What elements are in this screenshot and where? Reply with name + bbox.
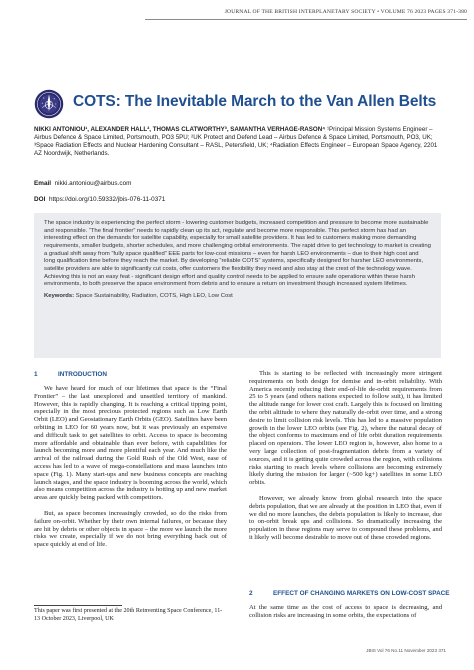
keywords-text: Space Sustainability, Radiation, COTS, High LEO, Low Cost xyxy=(75,292,233,299)
email-label: Email xyxy=(34,180,52,187)
journal-header: JOURNAL OF THE BRITISH INTERPLANETARY SOCIETY • VOLUME 76 2023 PAGES 371-380 xyxy=(224,9,467,15)
email-line xyxy=(34,180,131,187)
section-1-heading xyxy=(34,371,107,378)
section-2-heading xyxy=(249,590,450,597)
section-1-title: INTRODUCTION xyxy=(58,371,107,378)
keywords-label: Keywords: xyxy=(44,292,75,299)
doi-line xyxy=(34,196,165,203)
conference-footnote: This paper was first presented at the 20th Reinventing Space Conference, 11-13 October 2023, Liverpool, UK xyxy=(34,608,223,622)
intro-paragraph-1: We have heard for much of our lifetimes that space is the “Final Frontier” – the last unexplored and unsettled territory of mankind. However, this is rapidly changing. It is reaching a critical tipping point, especially in the most precious protected regions such as Low Earth Orbit (LEO) and Geostationary Earth Orbits (GEO). Satellites have been orbiting in LEO for 60 years now, but it was previously an expensive and difficult task to get satellites to orbit. Access to space is becoming more affordable and obtainable than ever before, with capabilities for launch becoming more and more plentiful each year. And much like the arrival of the railroad during the Gold Rush of the Old West, ease of access has led to a wave of mega-constellations and mass launches into space (Fig. 1). Many start-ups and new business concepts are reaching launch stages, and the space industry is booming across the world, which also means competition across the industry is hotting up and new market areas are quickly being packed with competitors. xyxy=(34,385,227,502)
left-column xyxy=(34,385,227,549)
paper-title: COTS: The Inevitable March to the Van Allen Belts xyxy=(73,93,437,110)
page-footer: JBIS Vol 76 No.11 November 2023 371 xyxy=(366,648,446,653)
bis-emblem-icon xyxy=(34,89,64,119)
doi-link[interactable]: https://doi.org/10.59332/jbis-076-11-0371 xyxy=(48,196,166,203)
keywords-line xyxy=(44,293,431,301)
abstract-box xyxy=(34,213,441,358)
intro-paragraph-2: But, as space becomes increasingly crowded, so do the risks from failure on-orbit. Whether by their own internal failures, or because they are hit by debris or other objects in space – the more we launch the more risks we create, especially if we do not bring everything back out of space quickly at end of life. xyxy=(34,509,227,549)
email-address[interactable]: nikki.antoniou@airbus.com xyxy=(54,180,132,187)
section-1-number: 1 xyxy=(34,371,38,378)
section-2-title: EFFECT OF CHANGING MARKETS ON LOW-COST SPACE xyxy=(273,590,450,597)
section-2-body xyxy=(249,604,442,620)
footnote-rule xyxy=(34,605,122,606)
abstract-text: The space industry is experiencing the perfect storm - lowering customer budgets, increased competition and pressure to become more sustainable and responsible. “The final frontier” needs to rapidly clean up its act, regulate and become more responsible. This perfect storm has had an interesting effect on the demands for satellite capability, especially for small satellite providers. It has led to customers making more demanding requirements, smaller budgets, shorter schedules, and more challenging orbital environments. The rapid drive to get technology to market is creating a gradual shift away from “fully space qualified” EEE parts for low-cost missions – even for harsh LEO environments – due to their high cost and long qualification time before they reach the market. By developing “reliable COTS” systems, specifically designed for harsher LEO environments, satellite providers are able to significantly cut costs, offer customers the flexibility they need and also stay at the crest of the technology wave. Achieving this is not an easy feat - significant design effort and quality control needs to be applied to ensure safe operations within these harsh environments, to both preserve the space environment from debris and to ensure a return on investment though increased system lifetimes. xyxy=(44,220,431,288)
author-names: NIKKI ANTONIOU¹, ALEXANDER HALL², THOMAS CLATWORTHY³, SAMANTHA VERHAGE-RASON⁴ xyxy=(34,126,326,133)
author-affiliations: ¹Principal Mission Systems Engineer – Airbus Defence & Space Limited, Portsmouth, PO3 5PU; ²UK Protect and Defend Lead – Airbus Defence & Space Limited, Portsmouth, PO3, UK; ³Space Radiation Effects and Nuclear Hardening Consultant – RASL, Petersfield, UK; ⁴Radiation Effects Engineer – European Space Agency, 2201 AZ Noordwijk, Netherlands. xyxy=(34,126,438,158)
section-2-number: 2 xyxy=(249,590,253,597)
header-rule xyxy=(145,19,467,20)
doi-label: DOI xyxy=(34,196,46,203)
author-block xyxy=(34,126,442,158)
right-column xyxy=(249,370,442,542)
section-2-paragraph-1: At the same time as the cost of access to space is decreasing, and collision risks are increasing in some orbits, the expectations of xyxy=(249,604,442,619)
right-paragraph-2: However, we already know from global research into the space debris population, that we are already at the position in LEO that, even if we did no more launches, the debris population is likely to increase, due to on-orbit break ups and collisions. So dramatically increasing the population in these regions may serve to compound these problems, and it likely will become desirable to move out of these crowded regions. xyxy=(249,494,442,541)
right-paragraph-1: This is starting to be reflected with increasingly more stringent requirements on both design for demise and in-orbit reliability. With America recently reducing their end-of-life de-orbit requirements from 25 to 5 years (and others nations expected to follow suit), it has limited the altitude range for lower cost craft. Largely this is focused on limiting the orbit altitude to where they naturally de-orbit over time, and a strong desire to limit collision risk levels. This has led to a massive population growth in the lower LEO orbits (see Fig. 2), where the natural decay of the object conforms to maximum end of life orbit duration requirements placed on operators. The lower LEO region is, however, also home to a very large collection of post-fragmentation debris from a variety of sources, and it is getting quite crowded across the region, with collisions risks starting to reach levels where collisions are becoming extremely likely during the mission for larger (~500 kg+) satellites in some LEO orbits. xyxy=(249,370,442,487)
